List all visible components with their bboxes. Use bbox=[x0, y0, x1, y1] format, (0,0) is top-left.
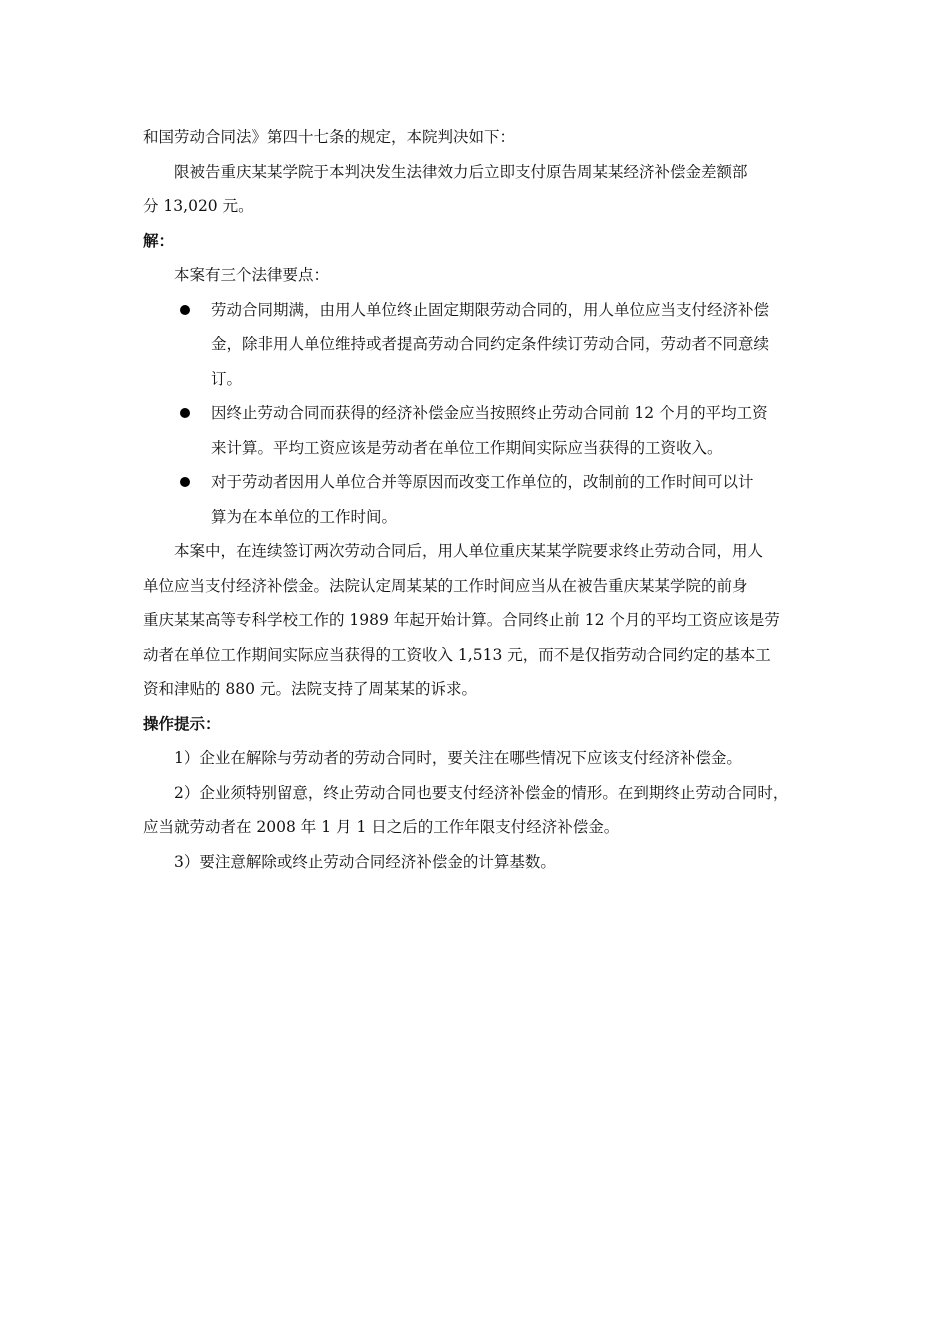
bullet-item-1 bbox=[143, 293, 823, 397]
bullet-3-line-2: 算为在本单位的工作时间。 bbox=[211, 507, 398, 526]
solution-lead: 本案有三个法律要点： bbox=[174, 266, 330, 284]
analysis-line-5: 资和津贴的 880 元。法院支持了周某某的诉求。 bbox=[143, 680, 477, 698]
tip-line-2: 2）企业须特别留意，终止劳动合同也要支付经济补偿金的情形。在到期终止劳动合同时， bbox=[174, 783, 789, 802]
judgment-line-1: 限被告重庆某某学院于本判决发生法律效力后立即支付原告周某某经济补偿金差额部 bbox=[174, 162, 748, 181]
solution-heading: 解： bbox=[143, 231, 175, 250]
tip-line-4: 3）要注意解除或终止劳动合同经济补偿金的计算基数。 bbox=[174, 852, 556, 871]
bullet-dot-icon bbox=[180, 408, 190, 418]
bullet-dot-icon bbox=[180, 477, 190, 487]
bullet-item-2 bbox=[143, 396, 823, 465]
bullet-2-line-2: 来计算。平均工资应该是劳动者在单位工作期间实际应当获得的工资收入。 bbox=[211, 438, 723, 457]
document-page bbox=[143, 120, 823, 879]
bullet-dot-icon bbox=[180, 305, 190, 315]
intro-line-1: 和国劳动合同法》第四十七条的规定，本院判决如下： bbox=[143, 128, 516, 146]
tip-line-1: 1）企业在解除与劳动者的劳动合同时，要关注在哪些情况下应该支付经济补偿金。 bbox=[174, 749, 742, 767]
tip-line-3: 应当就劳动者在 2008 年 1 月 1 日之后的工作年限支付经济补偿金。 bbox=[143, 818, 620, 836]
judgment-line-2: 分 13,020 元。 bbox=[143, 197, 254, 215]
bullet-2-line-1: 因终止劳动合同而获得的经济补偿金应当按照终止劳动合同前 12 个月的平均工资 bbox=[211, 404, 768, 422]
analysis-line-4: 动者在单位工作期间实际应当获得的工资收入 1,513 元，而不是仅指劳动合同约定的基本工 bbox=[143, 645, 771, 664]
tips-heading: 操作提示： bbox=[143, 714, 221, 733]
analysis-line-2: 单位应当支付经济补偿金。法院认定周某某的工作时间应当从在被告重庆某某学院的前身 bbox=[143, 576, 748, 595]
bullet-3-line-1: 对于劳动者因用人单位合并等原因而改变工作单位的，改制前的工作时间可以计 bbox=[211, 473, 754, 491]
analysis-line-3: 重庆某某高等专科学校工作的 1989 年起开始计算。合同终止前 12 个月的平均工资应该是劳 bbox=[143, 611, 780, 629]
bullet-1-line-3: 订。 bbox=[211, 369, 243, 388]
bullet-1-line-1: 劳动合同期满，由用人单位终止固定期限劳动合同的，用人单位应当支付经济补偿 bbox=[211, 300, 770, 319]
bullet-1-line-2: 金，除非用人单位维持或者提高劳动合同约定条件续订劳动合同，劳动者不同意续 bbox=[211, 335, 770, 353]
analysis-line-1: 本案中，在连续签订两次劳动合同后，用人单位重庆某某学院要求终止劳动合同，用人 bbox=[174, 542, 764, 560]
bullet-item-3 bbox=[143, 465, 823, 534]
